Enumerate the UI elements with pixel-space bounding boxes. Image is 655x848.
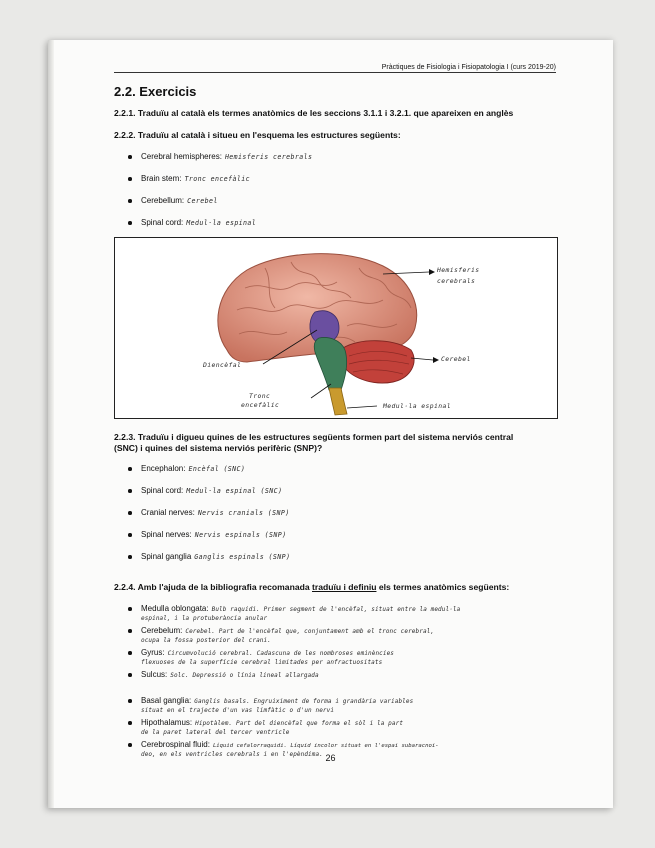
label-hemispheres-line1: Hemisferis bbox=[437, 266, 480, 274]
brain-illustration bbox=[115, 238, 557, 418]
label-brainstem-line2: encefàlic bbox=[241, 401, 280, 409]
handwritten-definition: Hipotàlem. Part del diencèfal que forma el sòl i la part bbox=[195, 720, 404, 727]
handwritten-definition: Ganglis basals. Engruiximent de forma i grandària variables bbox=[194, 698, 414, 705]
term-label: Encephalon: bbox=[141, 464, 186, 473]
list-item bbox=[141, 670, 319, 679]
handwritten-definition-cont: deo, en els ventricles cerebrals i en l'epèndima. bbox=[141, 751, 323, 758]
list-item bbox=[141, 648, 394, 657]
list-item bbox=[141, 196, 218, 205]
term-label: Sulcus: bbox=[141, 670, 168, 679]
label-brainstem-line1: Tronc bbox=[249, 392, 271, 400]
term-label: Cranial nerves: bbox=[141, 508, 195, 517]
label-spinal-cord: Medul·la espinal bbox=[383, 402, 451, 410]
list-item bbox=[141, 530, 286, 539]
handwritten-definition-cont: flexuoses de la superfície cerebral limitades per anfractuositats bbox=[141, 659, 383, 666]
handwritten-answer: Ganglis espinals (SNP) bbox=[194, 553, 291, 561]
term-label: Cerebelum: bbox=[141, 626, 183, 635]
term-label: Cerebellum: bbox=[141, 196, 185, 205]
q4-text-post: els termes anatòmics següents: bbox=[376, 582, 510, 592]
page-binding-edge bbox=[48, 40, 54, 808]
handwritten-definition-cont: situat en el trajecte d'un vas limfàtic o d'un nervi bbox=[141, 707, 335, 714]
list-item bbox=[141, 508, 290, 517]
term-label: Spinal nerves: bbox=[141, 530, 192, 539]
running-header: Pràctiques de Fisiologia i Fisiopatologia I (curs 2019-20) bbox=[114, 64, 556, 73]
label-hemispheres-line2: cerebrals bbox=[437, 277, 476, 285]
list-item bbox=[141, 696, 413, 705]
question-2-2-2: 2.2.2. Traduïu al català i situeu en l'esquema les estructures següents: bbox=[114, 130, 401, 140]
handwritten-definition-cont: ocupa la fossa posterior del crani. bbox=[141, 637, 271, 644]
handwritten-definition: Líquid cefalorraquidi. Líquid incolor situat en l'espai subaracnoi- bbox=[212, 743, 439, 749]
handwritten-answer: Encèfal (SNC) bbox=[188, 465, 246, 473]
term-label: Cerebrospinal fluid: bbox=[141, 740, 210, 749]
term-label: Spinal ganglia bbox=[141, 552, 192, 561]
brainstem-shape bbox=[314, 338, 346, 391]
list-item bbox=[141, 464, 245, 473]
term-label: Brain stem: bbox=[141, 174, 182, 183]
page-number: 26 bbox=[325, 753, 336, 763]
handwritten-answer: Medul·la espinal (SNC) bbox=[186, 487, 283, 495]
cerebellum-shape bbox=[339, 341, 414, 383]
handwritten-answer: Nervis cranials (SNP) bbox=[197, 509, 290, 517]
term-label: Hipothalamus: bbox=[141, 718, 193, 727]
question-2-2-3-line2: (SNC) i quines del sistema nerviós perifèric (SNP)? bbox=[114, 443, 323, 453]
handwritten-definition: Circumvolució cerebral. Cadascuna de les nombroses eminències bbox=[167, 650, 395, 657]
section-title: 2.2. Exercicis bbox=[114, 84, 197, 99]
handwritten-definition: Solc. Depressió o línia lineal allargada bbox=[170, 672, 319, 679]
question-2-2-4 bbox=[114, 582, 509, 592]
term-label: Basal ganglia: bbox=[141, 696, 192, 705]
list-item bbox=[141, 486, 282, 495]
document-page bbox=[48, 40, 613, 808]
list-item bbox=[141, 174, 250, 183]
q4-text-underlined: traduïu i definiu bbox=[312, 582, 377, 592]
q4-text-pre: 2.2.4. Amb l'ajuda de la bibliografia recomanada bbox=[114, 582, 313, 592]
list-item bbox=[141, 718, 403, 727]
handwritten-definition-cont: espinal, i la protuberància anular bbox=[141, 615, 268, 622]
term-label: Cerebral hemispheres: bbox=[141, 152, 222, 161]
handwritten-answer: Hemisferis cerebrals bbox=[224, 153, 313, 161]
handwritten-answer: Tronc encefàlic bbox=[184, 175, 251, 183]
list-item bbox=[141, 626, 434, 635]
question-2-2-1: 2.2.1. Traduïu al català els termes anatòmics de les seccions 3.1.1 i 3.2.1. que apareixen en anglès bbox=[114, 108, 514, 118]
term-label: Spinal cord: bbox=[141, 486, 184, 495]
brain-diagram bbox=[114, 237, 558, 419]
term-label: Spinal cord: bbox=[141, 218, 184, 227]
term-label: Gyrus: bbox=[141, 648, 165, 657]
label-cerebellum: Cerebel bbox=[441, 355, 471, 363]
handwritten-answer: Nervis espinals (SNP) bbox=[194, 531, 287, 539]
spinal-cord-shape bbox=[329, 388, 347, 415]
label-diencephalon: Diencèfal bbox=[203, 361, 242, 369]
list-item bbox=[141, 552, 290, 561]
handwritten-answer: Cerebel bbox=[187, 197, 218, 205]
handwritten-definition: Bulb raquidi. Primer segment de l'encèfal, situat entre la medul·la bbox=[211, 606, 461, 613]
handwritten-definition: Cerebel. Part de l'encèfal que, conjuntament amb el tronc cerebral, bbox=[185, 628, 435, 635]
list-item bbox=[141, 740, 439, 749]
list-item bbox=[141, 218, 256, 227]
handwritten-definition-cont: de la paret lateral del tercer ventricle bbox=[141, 729, 290, 736]
list-item bbox=[141, 152, 312, 161]
question-2-2-3: 2.2.3. Traduïu i digueu quines de les estructures següents formen part del sistema nerviós central bbox=[114, 432, 514, 442]
list-item bbox=[141, 604, 460, 613]
handwritten-answer: Medul·la espinal bbox=[186, 219, 257, 227]
term-label: Medulla oblongata: bbox=[141, 604, 209, 613]
